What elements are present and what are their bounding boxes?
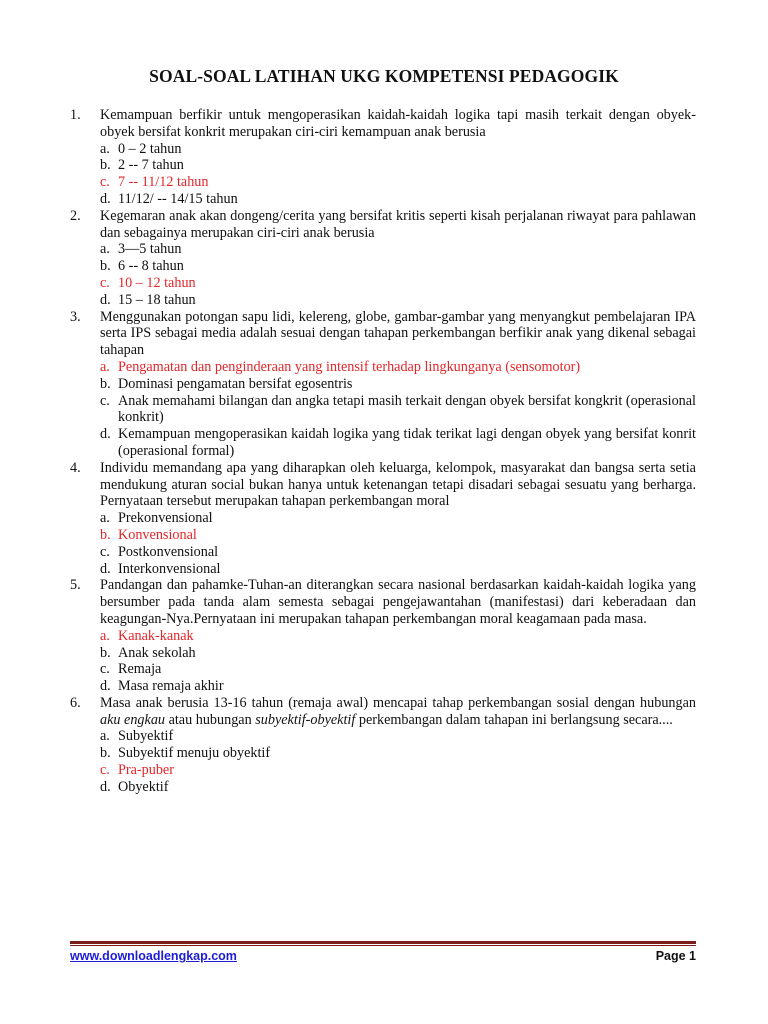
option-text: 0 – 2 tahun	[118, 140, 182, 157]
option-a	[100, 241, 696, 258]
option-b-correct	[100, 527, 696, 544]
option-letter: d.	[100, 190, 111, 207]
option-letter: d.	[100, 678, 111, 695]
option-text: 7 -- 11/12 tahun	[118, 174, 209, 191]
question-text-part: atau hubungan	[165, 711, 256, 728]
option-text: Masa remaja akhir	[118, 678, 224, 695]
option-a	[100, 510, 696, 527]
option-c-correct	[100, 275, 696, 292]
question-4	[70, 460, 696, 578]
question-number: 2.	[70, 207, 81, 224]
option-text: 10 – 12 tahun	[118, 274, 196, 291]
option-c	[100, 393, 696, 427]
option-text: Konvensional	[118, 526, 197, 543]
option-b	[100, 157, 696, 174]
option-text: Kanak-kanak	[118, 627, 194, 644]
option-text: Anak sekolah	[118, 644, 196, 661]
option-d	[100, 561, 696, 578]
question-5	[70, 577, 696, 695]
question-text-part: perkembangan dalam tahapan ini berlangsung secara....	[355, 711, 673, 728]
option-letter: b.	[100, 644, 111, 661]
option-c-correct	[100, 762, 696, 779]
option-a	[100, 728, 696, 745]
question-number: 5.	[70, 577, 81, 594]
option-c	[100, 544, 696, 561]
question-text: Kemampuan berfikir untuk mengoperasikan kaidah-kaidah logika tapi masih terkait dengan obyek-obyek bersifat konkrit merupakan ciri-ciri kemampuan anak berusia	[100, 107, 696, 140]
option-c-correct	[100, 174, 696, 191]
question-number: 4.	[70, 459, 81, 476]
question-text-part: Masa anak berusia 13-16 tahun (remaja awal) mencapai tahap perkembangan sosial dengan hubungan	[100, 694, 696, 711]
question-2	[70, 208, 696, 309]
option-letter: d.	[100, 560, 111, 577]
option-letter: c.	[100, 661, 110, 678]
option-text: Kemampuan mengoperasikan kaidah logika yang tidak terikat lagi dengan obyek yang bersifat konrit (operasional formal)	[118, 426, 696, 459]
option-text: Dominasi pengamatan bersifat egosentris	[118, 375, 353, 392]
option-text: Prekonvensional	[118, 510, 213, 527]
option-text: 2 -- 7 tahun	[118, 157, 184, 174]
option-c	[100, 661, 696, 678]
option-letter: d.	[100, 291, 111, 308]
option-text: Obyektif	[118, 778, 169, 795]
question-3	[70, 309, 696, 460]
option-letter: a.	[100, 728, 110, 745]
page-number: Page 1	[655, 949, 696, 963]
option-letter: b.	[100, 745, 111, 762]
option-text: 15 – 18 tahun	[118, 291, 196, 308]
option-letter: d.	[100, 426, 111, 443]
option-letter: b.	[100, 157, 111, 174]
question-text: Individu memandang apa yang diharapkan oleh keluarga, kelompok, masyarakat dan bangsa serta setia mendukung aturan social bukan hanya untuk ketenangan tetapi disadari sebagai sesuatu yang berharga. Pernyataan tersebut merupakan tahapan perkembangan moral	[100, 459, 696, 510]
option-text: 3—5 tahun	[118, 241, 182, 258]
option-text: Subyektif	[118, 728, 174, 745]
option-letter: b.	[100, 258, 111, 275]
question-text: Pandangan dan pahamke-Tuhan-an diterangkan secara nasional berdasarkan kaidah-kaidah logika yang bersumber pada tanda alam semesta sebagai pengejawantahan (manifestasi) dari keberadaan dan keagungan-Nya.Pernyataan ini merupakan tahapan perkembangan moral keagamaan pada masa.	[100, 577, 696, 627]
option-letter: c.	[100, 543, 110, 560]
option-letter: a.	[100, 510, 110, 527]
option-a	[100, 141, 696, 158]
question-1	[70, 107, 696, 208]
option-letter: b.	[100, 375, 111, 392]
option-b	[100, 745, 696, 762]
question-number: 6.	[70, 694, 81, 711]
question-list	[70, 107, 696, 796]
option-letter: b.	[100, 526, 111, 543]
option-b	[100, 376, 696, 393]
question-text-italic: subyektif-obyektif	[255, 711, 356, 728]
option-letter: d.	[100, 778, 111, 795]
option-b	[100, 258, 696, 275]
option-text: Anak memahami bilangan dan angka tetapi masih terkait dengan obyek bersifat kongkrit (operasional konkrit)	[118, 392, 696, 426]
question-6	[70, 695, 696, 796]
option-text: Pra-puber	[118, 762, 174, 779]
option-text: Interkonvensional	[118, 560, 221, 577]
option-letter: a.	[100, 358, 110, 375]
option-b	[100, 645, 696, 662]
question-number: 1.	[70, 107, 81, 123]
option-d	[100, 426, 696, 460]
option-a-correct	[100, 628, 696, 645]
option-d	[100, 779, 696, 796]
question-text-italic: aku engkau	[100, 711, 166, 728]
option-letter: c.	[100, 762, 110, 779]
option-d	[100, 678, 696, 695]
page-title: SOAL-SOAL LATIHAN UKG KOMPETENSI PEDAGOGIK	[149, 66, 619, 86]
option-a-correct	[100, 359, 696, 376]
option-letter: a.	[100, 627, 110, 644]
option-d	[100, 292, 696, 309]
option-text: Pengamatan dan penginderaan yang intensif terhadap lingkunganya (sensomotor)	[118, 358, 581, 375]
option-text: Subyektif menuju obyektif	[118, 745, 271, 762]
option-d	[100, 191, 696, 208]
option-letter: a.	[100, 241, 110, 258]
footer-website-link[interactable]: www.downloadlengkap.com	[70, 949, 237, 963]
option-letter: a.	[100, 140, 110, 157]
question-text: Kegemaran anak akan dongeng/cerita yang bersifat kritis seperti kisah perjalanan riwayat para pahlawan dan sebagainya merupakan ciri-ciri anak berusia	[100, 207, 696, 241]
option-text: 11/12/ -- 14/15 tahun	[118, 190, 238, 207]
option-letter: c.	[100, 274, 110, 291]
question-text	[100, 695, 696, 729]
option-text: 6 -- 8 tahun	[118, 258, 184, 275]
question-text: Menggunakan potongan sapu lidi, kelereng, globe, gambar-gambar yang menyangkut pembelajaran IPA serta IPS sebagai media adalah sesuai dengan tahapan perkembangan berfikir anak yang dikenal sebagai tahapan	[100, 308, 696, 359]
option-text: Postkonvensional	[118, 543, 219, 560]
footer-rule	[70, 941, 696, 946]
option-letter: c.	[100, 174, 110, 191]
option-text: Remaja	[118, 661, 162, 678]
question-number: 3.	[70, 308, 81, 325]
option-letter: c.	[100, 392, 110, 409]
